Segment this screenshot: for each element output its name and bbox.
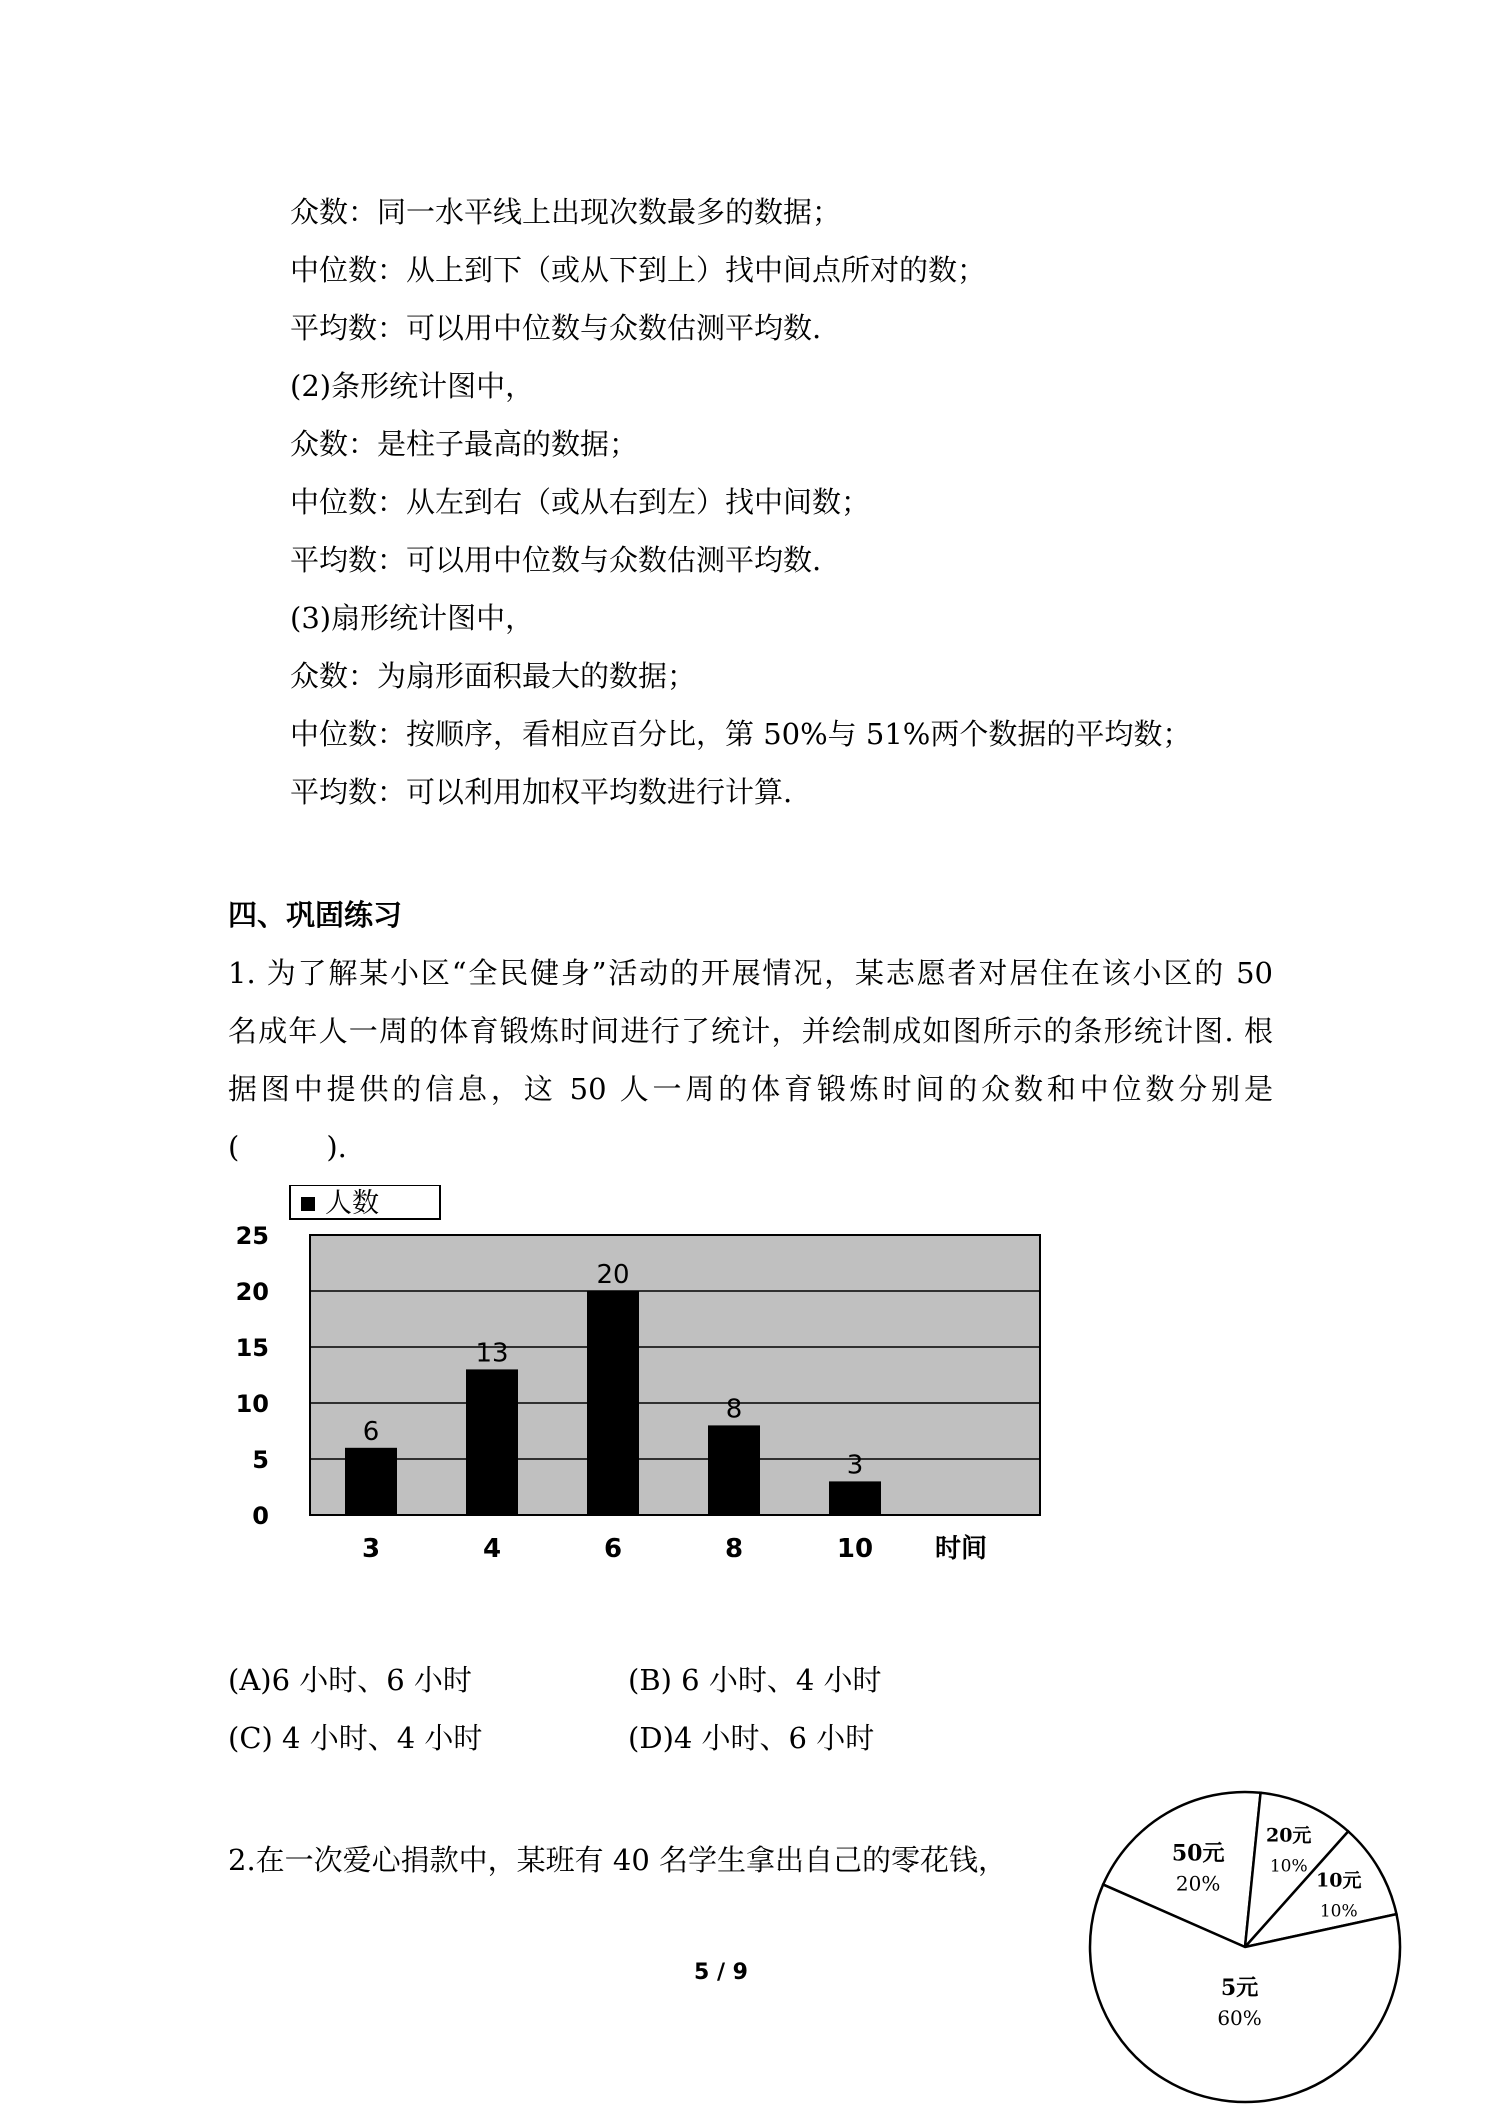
- paragraph-line: (3)扇形统计图中，: [290, 601, 535, 635]
- plot-area: [310, 1235, 1040, 1515]
- question1-line: 名成年人一周的体育锻炼时间进行了统计，并绘制成如图所示的条形统计图. 根: [228, 1014, 1273, 1048]
- paragraph-line: 平均数：可以用中位数与众数估测平均数.: [290, 543, 822, 577]
- option-b: (B) 6 小时、4 小时: [628, 1663, 882, 1697]
- legend-label: 人数: [325, 1188, 379, 1219]
- y-tick-label: 10: [235, 1390, 269, 1418]
- option-d: (D)4 小时、6 小时: [628, 1721, 875, 1755]
- y-tick-label: 15: [235, 1334, 269, 1362]
- pie-slice-label: 20元: [1265, 1824, 1312, 1847]
- pie-slices: [1090, 1792, 1400, 2102]
- option-c: (C) 4 小时、4 小时: [228, 1721, 483, 1755]
- y-tick-label: 25: [235, 1222, 269, 1250]
- pie-slice-percent: 60%: [1217, 2005, 1262, 2030]
- legend-swatch: [301, 1197, 315, 1211]
- bar-value-label: 20: [596, 1260, 630, 1290]
- pie-slice-percent: 20%: [1175, 1871, 1221, 1896]
- y-tick-label: 0: [252, 1502, 269, 1530]
- question1-line: ( ).: [228, 1130, 347, 1164]
- paragraph-line: 平均数：可以利用加权平均数进行计算.: [290, 775, 793, 809]
- paragraph-line: 中位数：从上到下（或从下到上）找中间点所对的数；: [290, 253, 987, 287]
- paragraph-line: 中位数：按顺序，看相应百分比，第 50%与 51%两个数据的平均数；: [290, 717, 1192, 751]
- pie-slice-label: 5元: [1220, 1974, 1259, 2001]
- bar-value-label: 6: [362, 1416, 380, 1447]
- legend: [290, 1185, 440, 1219]
- x-tick-label: 10: [836, 1534, 874, 1564]
- x-tick-label: 3: [361, 1534, 381, 1564]
- question1-line: 据图中提供的信息，这 50 人一周的体育锻炼时间的众数和中位数分别是: [228, 1072, 1273, 1106]
- paragraph-line: 众数：同一水平线上出现次数最多的数据；: [290, 195, 842, 229]
- page-number: 5 / 9: [694, 1960, 748, 1985]
- paragraph-line: 众数：是柱子最高的数据；: [290, 427, 639, 461]
- x-axis-label: 时间: [935, 1534, 988, 1564]
- paragraph-line: (2)条形统计图中，: [290, 369, 535, 403]
- x-tick-labels: [362, 1534, 873, 1564]
- paragraph-line: 平均数：可以用中位数与众数估测平均数.: [290, 311, 822, 345]
- x-tick-label: 4: [482, 1534, 502, 1564]
- option-a: (A)6 小时、6 小时: [228, 1663, 472, 1697]
- bar: [345, 1448, 397, 1515]
- question1-line: 1. 为了解某小区“全民健身”活动的开展情况，某志愿者对居住在该小区的 50: [228, 956, 1273, 990]
- pie-chart: [1085, 1785, 1415, 2105]
- bar: [466, 1369, 518, 1515]
- paragraph-line: 众数：为扇形面积最大的数据；: [290, 659, 697, 693]
- bar: [708, 1425, 760, 1515]
- y-tick-labels: [236, 1222, 269, 1530]
- pie-slice-percent: 10%: [1269, 1856, 1308, 1877]
- x-tick-label: 6: [603, 1534, 623, 1564]
- y-tick-label: 20: [235, 1278, 269, 1306]
- bar-chart: [225, 1185, 1075, 1585]
- bar-value-label: 3: [846, 1450, 864, 1481]
- pie-slice-percent: 10%: [1319, 1901, 1358, 1922]
- bar: [829, 1481, 881, 1515]
- question2-text: 2.在一次爱心捐款中，某班有 40 名学生拿出自己的零花钱，: [228, 1843, 1008, 1877]
- y-tick-label: 5: [252, 1446, 269, 1474]
- section-title: 四、巩固练习: [228, 898, 403, 932]
- paragraph-line: 中位数：从左到右（或从右到左）找中间数；: [290, 485, 871, 519]
- x-tick-label: 8: [724, 1534, 744, 1564]
- bar-value-label: 8: [725, 1394, 743, 1425]
- bar-value-label: 13: [475, 1338, 509, 1369]
- bar: [587, 1291, 639, 1515]
- pie-slice-label: 50元: [1171, 1840, 1225, 1867]
- pie-slice-label: 10元: [1316, 1869, 1362, 1892]
